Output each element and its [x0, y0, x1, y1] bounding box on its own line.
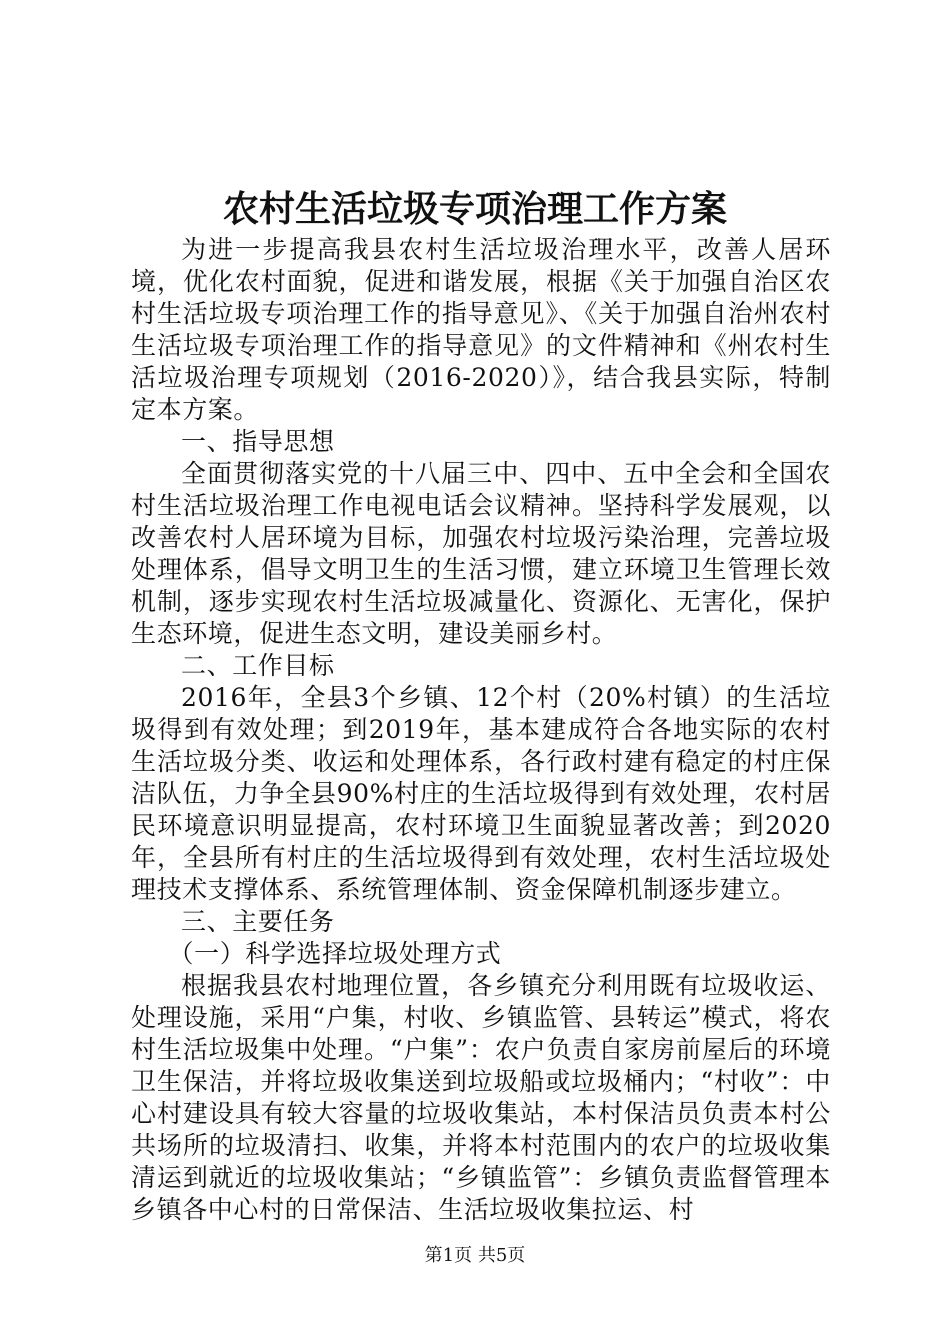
subsection-heading-processing-method: （一）科学选择垃圾处理方式: [168, 939, 502, 968]
page-footer: 第1页 共5页: [424, 1245, 526, 1266]
section-heading-guiding-ideology: 一、指导思想: [181, 427, 335, 456]
document-title: 农村生活垃圾专项治理工作方案: [222, 188, 727, 230]
document-body: [131, 234, 831, 1226]
processing-method-paragraph: 根据我县农村地理位置，各乡镇充分利用既有垃圾收运、处理设施，采用“户集，村收、乡镇监管、县转运”模式，将农村生活垃圾集中处理。“户集”：农户负责自家房前屋后的环境卫生保洁，并将垃圾收集送到垃圾船或垃圾桶内；“村收”：中心村建设具有较大容量的垃圾收集站，本村保洁员负责本村公共场所的垃圾清扫、收集，并将本村范围内的农户的垃圾收集清运到就近的垃圾收集站；“乡镇监管”：乡镇负责监督管理本乡镇各中心村的日常保洁、生活垃圾收集拉运、村: [131, 971, 831, 1224]
work-goals-paragraph: 2016年，全县3个乡镇、12个村（20%村镇）的生活垃圾得到有效处理；到2019年，基本建成符合各地实际的农村生活垃圾分类、收运和处理体系，各行政村建有稳定的村庄保洁队伍，力争全县90%村庄的生活垃圾得到有效处理，农村居民环境意识明显提高，农村环境卫生面貌显著改善；到2020年，全县所有村庄的生活垃圾得到有效处理，农村生活垃圾处理技术支撑体系、系统管理体制、资金保障机制逐步建立。: [131, 683, 831, 904]
section-heading-main-tasks: 三、主要任务: [181, 907, 335, 936]
intro-paragraph: 为进一步提高我县农村生活垃圾治理水平，改善人居环境，优化农村面貌，促进和谐发展，根据《关于加强自治区农村生活垃圾专项治理工作的指导意见》、《关于加强自治州农村生活垃圾专项治理工作的指导意见》的文件精神和《州农村生活垃圾治理专项规划（2016-2020）》，结合我县实际，特制定本方案。: [131, 235, 831, 424]
section-heading-work-goals: 二、工作目标: [181, 651, 335, 680]
guiding-ideology-paragraph: 全面贯彻落实党的十八届三中、四中、五中全会和全国农村生活垃圾治理工作电视电话会议精神。坚持科学发展观，以改善农村人居环境为目标，加强农村垃圾污染治理，完善垃圾处理体系，倡导文明卫生的生活习惯，建立环境卫生管理长效机制，逐步实现农村生活垃圾减量化、资源化、无害化，保护生态环境，促进生态文明，建设美丽乡村。: [131, 459, 831, 648]
